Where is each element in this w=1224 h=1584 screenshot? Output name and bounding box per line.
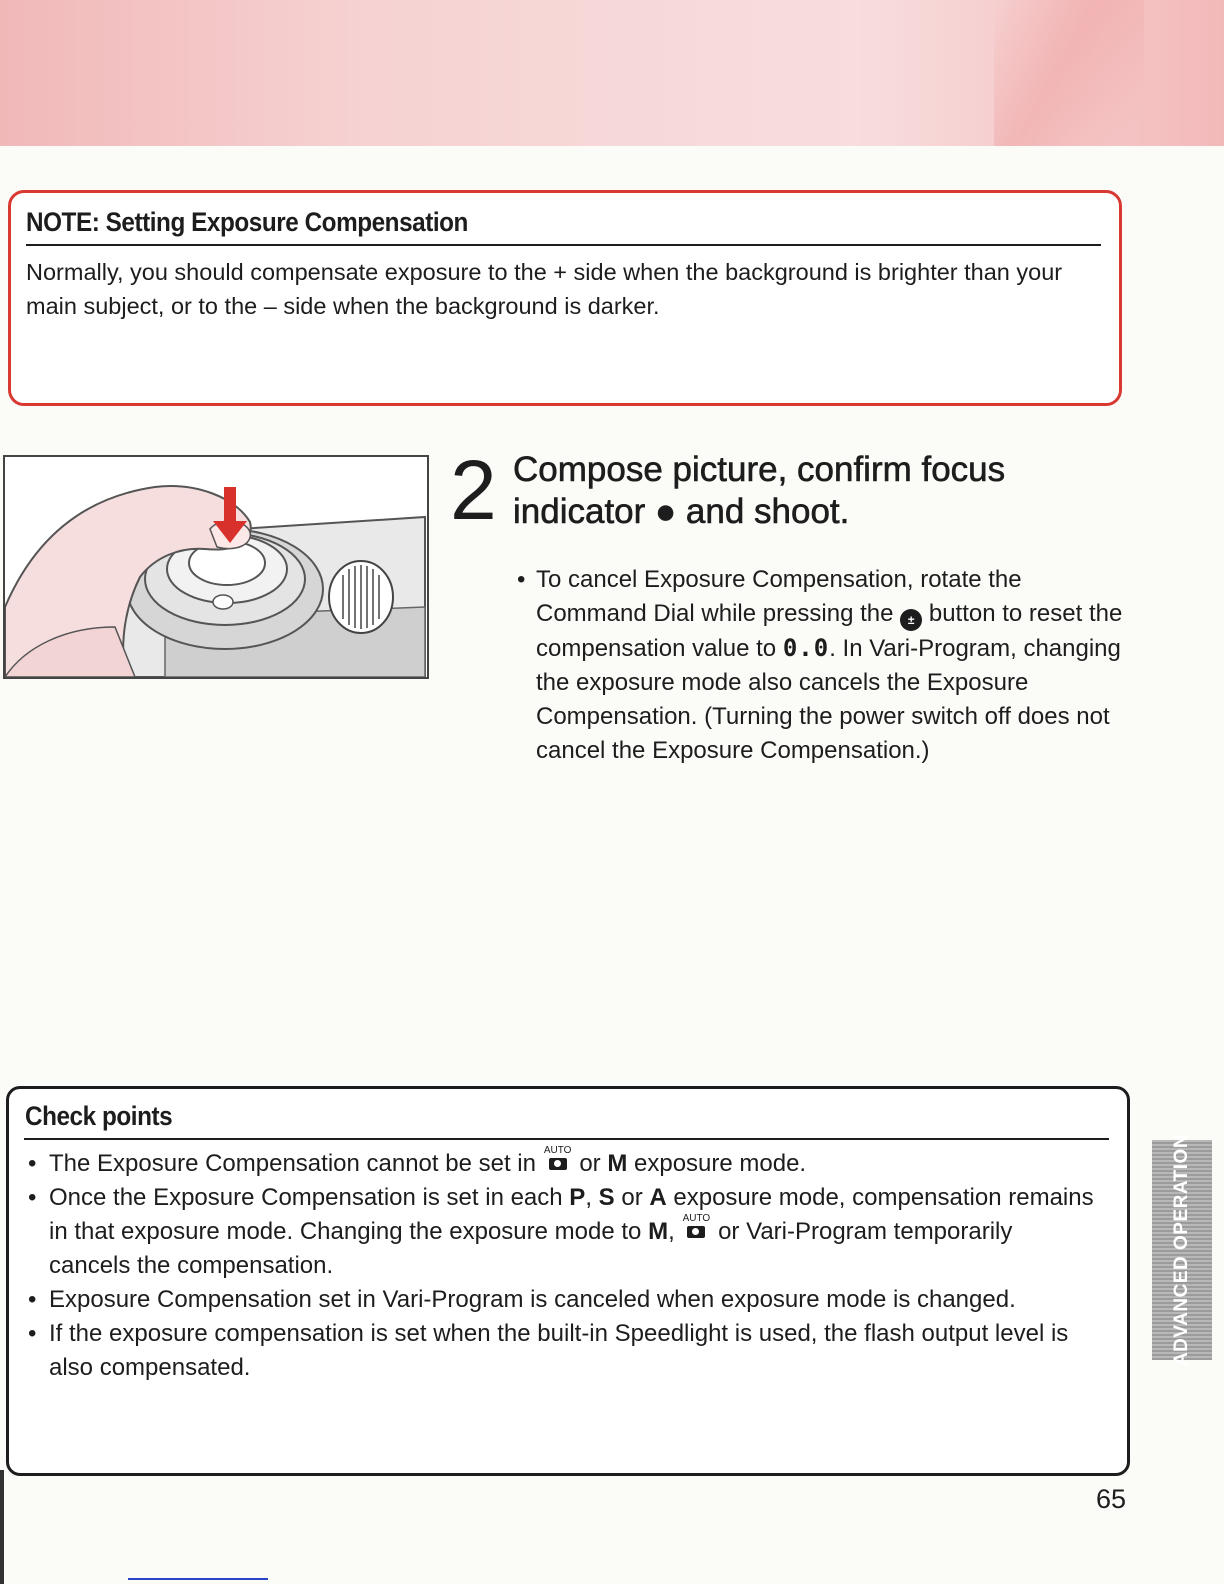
- item1-text-b: exposure mode.: [634, 1150, 807, 1177]
- note-text: Normally, you should compensate exposure to the + side when the background is brighter than your main subject, or to the – side when the background is darker.: [26, 259, 1063, 319]
- focus-indicator-symbol: ●: [655, 492, 677, 531]
- header-band: [0, 0, 1224, 146]
- item2-m: M: [648, 1218, 669, 1245]
- list-item: [28, 1147, 1097, 1181]
- list-item: [28, 1181, 1097, 1283]
- shutter-release-illustration: [3, 455, 429, 679]
- step-title-line2a: indicator: [513, 492, 646, 531]
- item1-text-a: The Exposure Compensation cannot be set in: [49, 1150, 536, 1177]
- finger-pressing-shutter-icon: [5, 457, 427, 677]
- step-body: [517, 563, 1127, 768]
- item1-or: or: [579, 1150, 601, 1177]
- list-item: • Exposure Compensation set in Vari-Program is canceled when exposure mode is changed.: [28, 1283, 1097, 1317]
- list-item: • If the exposure compensation is set when the built-in Speedlight is used, the flash output level is also compensated.: [28, 1317, 1097, 1385]
- note-title: NOTE: Setting Exposure Compensation: [26, 207, 468, 237]
- compensation-value: 0.0: [782, 634, 830, 662]
- exposure-compensation-button-icon: ±: [900, 609, 922, 631]
- item2-a: A: [649, 1184, 667, 1211]
- section-tab: [1152, 1133, 1212, 1367]
- auto-mode-icon: [543, 1145, 573, 1175]
- auto-mode-icon: [681, 1213, 711, 1243]
- item2-text-c: or Vari-Program temporarily cancels the compensation.: [49, 1218, 1013, 1279]
- item2-or: or: [621, 1184, 643, 1211]
- bottom-mark: [128, 1578, 268, 1580]
- note-title-rule: [26, 244, 1101, 246]
- auto-mode-label: AUTO: [682, 1213, 711, 1224]
- bullet: •: [517, 566, 526, 593]
- step-title: [513, 449, 1133, 533]
- check-points-list: [28, 1147, 1097, 1385]
- step-body-text-c: . In Vari-Program, changing the exposure mode also cancels the Exposure Compensation. (Turning the power switch off does not cancel the Exposure Compensation.): [536, 635, 1121, 764]
- check-points-box: [6, 1086, 1130, 1476]
- page-number: 65: [1096, 1484, 1127, 1514]
- item2-p: P: [569, 1184, 586, 1211]
- step-title-line1: Compose picture, confirm focus: [513, 450, 1006, 489]
- item2-text-a: Once the Exposure Compensation is set in each: [49, 1184, 563, 1211]
- item2-comma: ,: [585, 1184, 592, 1211]
- note-box: [8, 190, 1122, 406]
- auto-mode-label: AUTO: [543, 1145, 572, 1156]
- page-edge: [0, 1470, 4, 1584]
- item1-m: M: [607, 1150, 628, 1177]
- section-tab-label: ADVANCED OPERATION: [1171, 1133, 1192, 1367]
- item2-text-b: exposure mode, compensation remains in that exposure mode. Changing the exposure mode to: [49, 1184, 1094, 1245]
- item2-comma2: ,: [668, 1218, 675, 1245]
- check-points-title: Check points: [25, 1101, 173, 1131]
- step-title-line2b: and shoot.: [685, 492, 850, 531]
- step-body-text-b: button to reset the compensation value to: [536, 600, 1123, 662]
- step-body-text-a: To cancel Exposure Compensation, rotate the Command Dial while pressing the: [536, 566, 1022, 627]
- item2-s: S: [598, 1184, 615, 1211]
- check-points-rule: [24, 1138, 1109, 1140]
- step-number: 2: [450, 443, 497, 537]
